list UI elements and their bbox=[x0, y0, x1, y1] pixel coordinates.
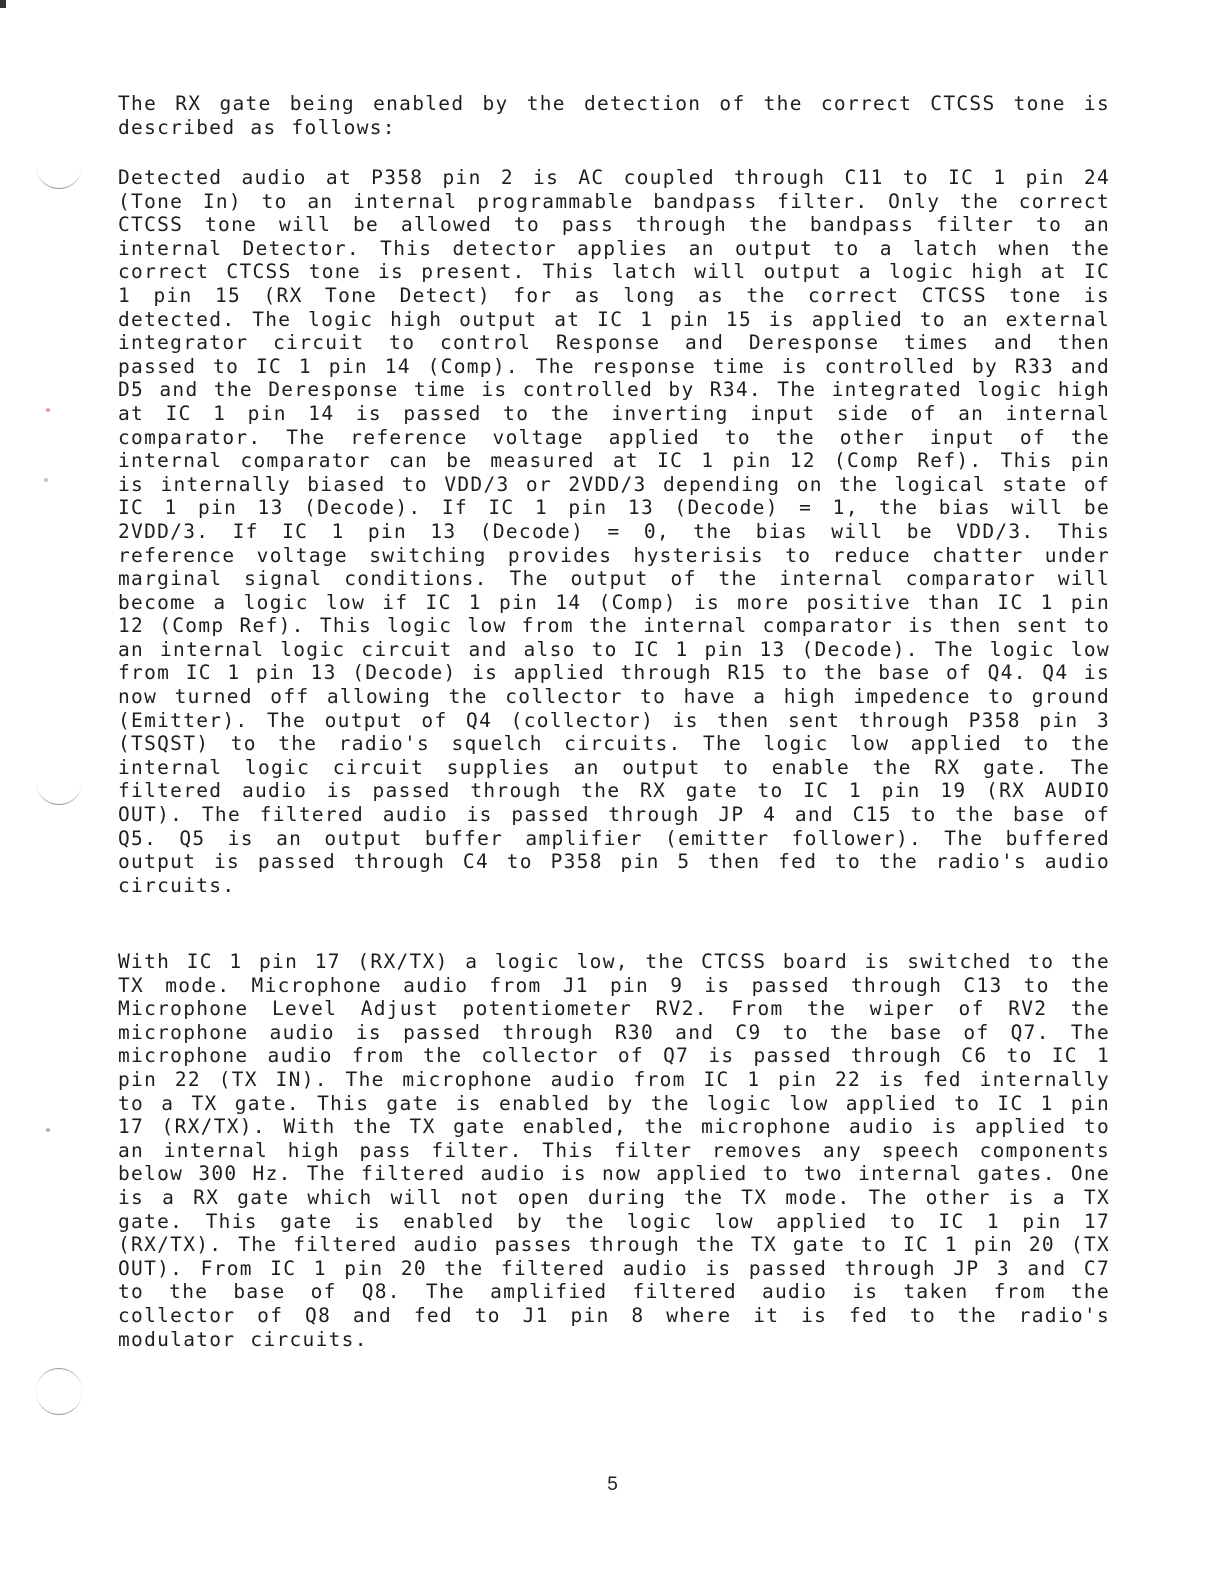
tx-mode-paragraph: With IC 1 pin 17 (RX/TX) a logic low, the CTCSS board is switched to the TX mode. Microphone audio from J1 pin 9 is passed through C13 to the Microphone Level Adjust potentiometer RV2. From the wiper of RV2 the microphone audio is passed through R30 and C9 to the base of Q7. The microphone audio from the collector of Q7 is passed through C6 to IC 1 pin 22 (TX IN). The microphone audio from IC 1 pin 22 is fed internally to a TX gate. This gate is enabled by the logic low applied to IC 1 pin 17 (RX/TX). With the TX gate enabled, the microphone audio is applied to an internal high pass filter. This filter removes any speech components below 300 Hz. The filtered audio is now applied to two internal gates. One is a RX gate which will not open during the TX mode. The other is a TX gate. This gate is enabled by the logic low applied to IC 1 pin 17 (RX/TX). The filtered audio passes through the TX gate to IC 1 pin 20 (TX OUT). From IC 1 pin 20 the filtered audio is passed through JP 3 and C7 to the base of Q8. The amplified filtered audio is taken from the collector of Q8 and fed to J1 pin 8 where it is fed to the radio's modulator circuits. bbox=[118, 950, 1110, 1351]
binder-hole-mark bbox=[36, 1392, 82, 1415]
scan-speck bbox=[44, 478, 48, 482]
scan-speck bbox=[46, 1128, 50, 1132]
page-number: 5 bbox=[607, 1474, 618, 1495]
scan-corner-mark bbox=[0, 0, 6, 8]
rx-gate-paragraph: Detected audio at P358 pin 2 is AC coupled through C11 to IC 1 pin 24 (Tone In) to an internal programmable bandpass filter. Only the correct CTCSS tone will be allowed to pass through the bandpass filter to an internal Detector. This detector applies an output to a latch when the correct CTCSS tone is present. This latch will output a logic high at IC 1 pin 15 (RX Tone Detect) for as long as the correct CTCSS tone is detected. The logic high output at IC 1 pin 15 is applied to an external integrator circuit to control Response and Deresponse times and then passed to IC 1 pin 14 (Comp). The response time is controlled by R33 and D5 and the Deresponse time is controlled by R34. The integrated logic high at IC 1 pin 14 is passed to the inverting input side of an internal comparator. The reference voltage applied to the other input of the internal comparator can be measured at IC 1 pin 12 (Comp Ref). This pin is internally biased to VDD/3 or 2VDD/3 depending on the logical state of IC 1 pin 13 (Decode). If IC 1 pin 13 (Decode) = 1, the bias will be 2VDD/3. If IC 1 pin 13 (Decode) = 0, the bias will be VDD/3. This reference voltage switching provides hysterisis to reduce chatter under marginal signal conditions. The output of the internal comparator will become a logic low if IC 1 pin 14 (Comp) is more positive than IC 1 pin 12 (Comp Ref). This logic low from the internal comparator is then sent to an internal logic circuit and also to IC 1 pin 13 (Decode). The logic low from IC 1 pin 13 (Decode) is applied through R15 to the base of Q4. Q4 is now turned off allowing the collector to have a high impedence to ground (Emitter). The output of Q4 (collector) is then sent through P358 pin 3 (TSQST) to the radio's squelch circuits. The logic low applied to the internal logic circuit supplies an output to enable the RX gate. The filtered audio is passed through the RX gate to IC 1 pin 19 (RX AUDIO OUT). The filtered audio is passed through JP 4 and C15 to the base of Q5. Q5 is an output buffer amplifier (emitter follower). The buffered output is passed through C4 to P358 pin 5 then fed to the radio's audio circuits. bbox=[118, 166, 1110, 897]
binder-hole-mark bbox=[36, 1368, 82, 1391]
scan-speck bbox=[46, 408, 50, 412]
intro-paragraph: The RX gate being enabled by the detection of the correct CTCSS tone is described as follows: bbox=[118, 92, 1110, 139]
binder-hole-mark bbox=[36, 782, 82, 805]
binder-hole-mark bbox=[36, 166, 82, 189]
